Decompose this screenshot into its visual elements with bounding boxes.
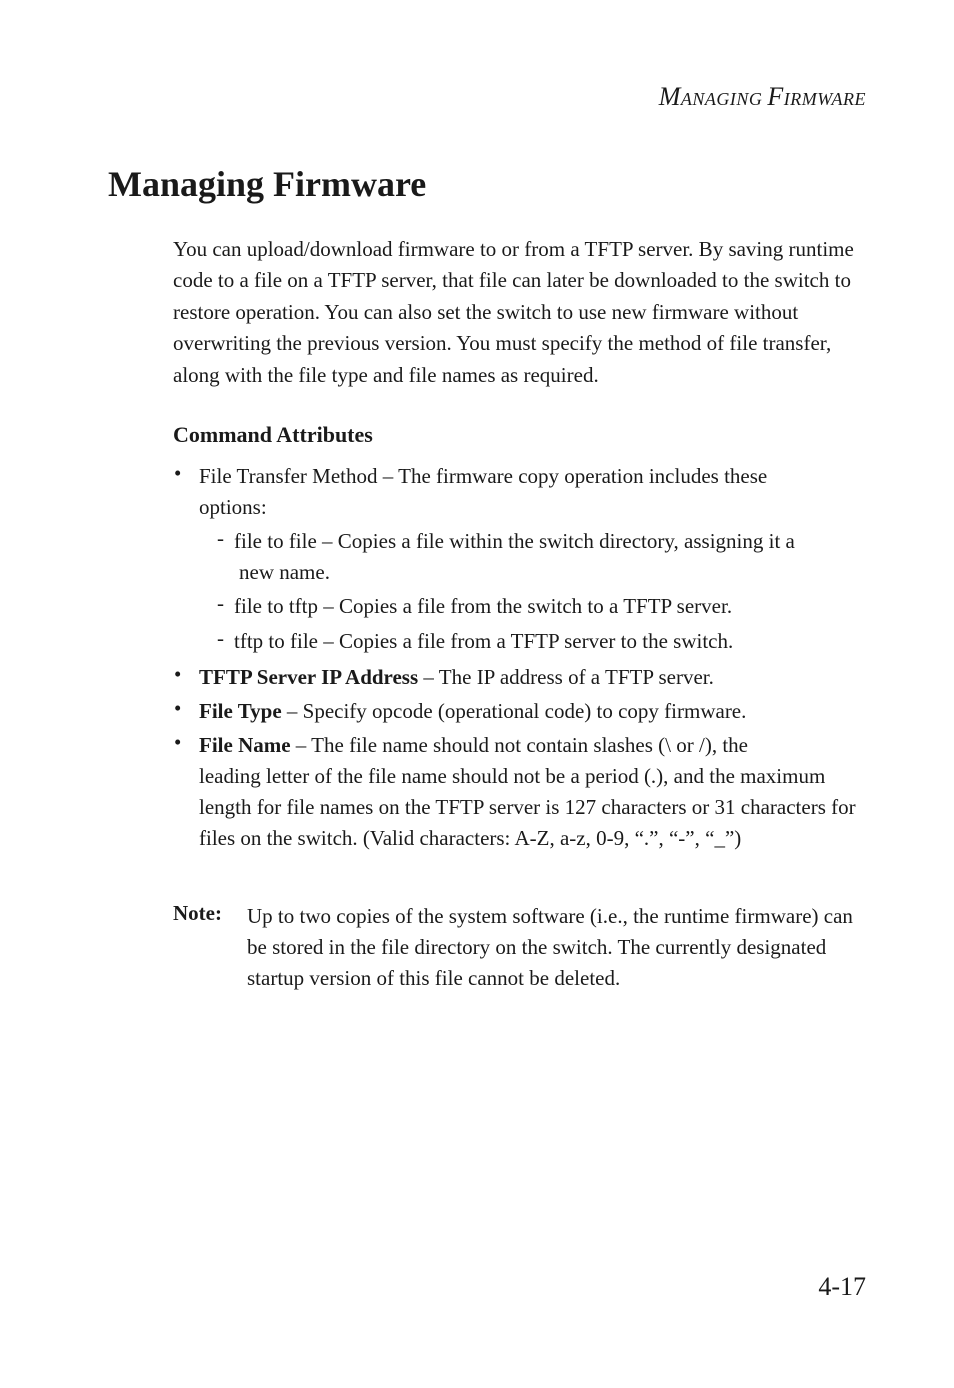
- transfer-method-line1: File Transfer Method – The firmware copy operation includes these: [199, 464, 768, 488]
- bullet-marker: •: [174, 461, 182, 485]
- file-to-file-line1: file to file – Copies a file within the switch directory, assigning it a: [234, 529, 795, 553]
- note-label: Note:: [173, 901, 222, 925]
- running-header: [659, 82, 866, 112]
- desc-file-type: – Specify opcode (operational code) to copy firmware.: [281, 699, 747, 723]
- bullet-marker: •: [174, 730, 182, 754]
- file-name-first-line: [199, 730, 869, 761]
- note-text: Up to two copies of the system software (i.e., the runtime firmware) can be stored in the file directory on the switch. The currently designated startup version of this file cannot be deleted.: [247, 904, 853, 990]
- term-server-ip: TFTP Server IP Address: [199, 665, 419, 689]
- list-item-transfer-method: [199, 461, 869, 523]
- term-file-name: File Name: [199, 733, 291, 757]
- desc-server-ip: – The IP address of a TFTP server.: [418, 665, 714, 689]
- transfer-method-line2: options:: [199, 495, 267, 519]
- bullet-marker: •: [174, 696, 182, 720]
- running-header-rest-2: IRMWARE: [783, 89, 866, 109]
- desc-file-name-rest: leading letter of the file name should not be a period (.), and the maximum length for file names on the TFTP server is 127 characters or 31 characters for files on the switch. (Valid characters: A-Z, a-z, 0-9, “.”, “-”, “_”): [199, 764, 856, 850]
- dash-marker: -: [217, 626, 224, 650]
- dash-marker: -: [217, 591, 224, 615]
- bullet-marker: •: [174, 662, 182, 686]
- file-to-file-line2: new name.: [239, 560, 330, 584]
- sub-item-tftp-to-file: tftp to file – Copies a file from a TFTP server to the switch.: [234, 629, 734, 653]
- running-header-cap-m: M: [658, 82, 681, 111]
- page-number: 4-17: [818, 1272, 866, 1301]
- sub-item-file-to-tftp: file to tftp – Copies a file from the switch to a TFTP server.: [234, 594, 733, 618]
- list-item-file-name: [199, 730, 869, 854]
- list-item-server-ip: [199, 662, 869, 693]
- dash-marker: -: [217, 526, 224, 550]
- section-title: Managing Firmware: [108, 164, 427, 204]
- running-header-rest-1: ANAGING: [680, 89, 768, 109]
- command-attributes-heading: Command Attributes: [173, 422, 373, 447]
- running-header-cap-f: F: [767, 82, 784, 111]
- desc-file-name-line1: – The file name should not contain slashes (\ or /), the: [290, 733, 748, 757]
- list-item-file-type: [199, 696, 869, 727]
- term-file-type: File Type: [199, 699, 282, 723]
- sub-item-file-to-file: [234, 526, 869, 588]
- intro-paragraph: You can upload/download firmware to or from a TFTP server. By saving runtime code to a file on a TFTP server, that file can later be downloaded to the switch to restore operation. You can also set the switch to use new firmware without overwriting the previous version. You must specify the method of file transfer, along with the file type and file names as required.: [173, 237, 854, 387]
